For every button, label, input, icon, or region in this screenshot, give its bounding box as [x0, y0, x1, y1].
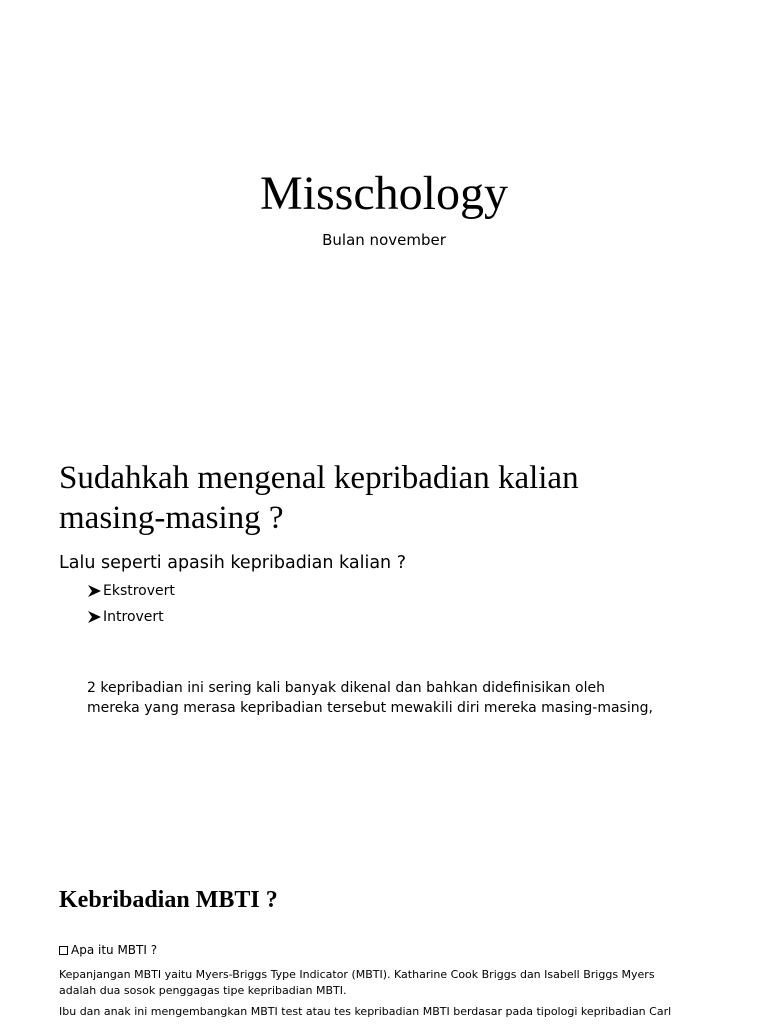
heading-line: masing-masing ?: [59, 500, 284, 536]
paragraph-line: 2 kepribadian ini sering kali banyak dikenal dan bahkan didefinisikan oleh: [87, 680, 605, 696]
list-item-label: Ekstrovert: [103, 583, 175, 599]
list-item: [87, 578, 175, 604]
mbti-question-label: Apa itu MBTI ?: [71, 943, 158, 957]
paragraph-line: adalah dua sosok penggagas tipe kepribadian MBTI.: [59, 984, 347, 997]
mbti-question: [59, 941, 157, 959]
body-paragraph: [87, 678, 737, 718]
arrow-bullet-icon: [87, 584, 102, 598]
mbti-paragraph: [59, 967, 719, 999]
mbti-paragraph: [59, 1004, 719, 1020]
paragraph-line: Kepanjangan MBTI yaitu Myers-Briggs Type Indicator (MBTI). Katharine Cook Briggs dan Isabell Briggs Myers: [59, 968, 655, 981]
section-heading: [59, 458, 739, 538]
arrow-bullet-icon: [87, 610, 102, 624]
personality-list: [87, 578, 175, 630]
checkbox-bullet-icon: [59, 946, 68, 955]
mbti-heading: Kebribadian MBTI ?: [59, 887, 278, 913]
presentation-subtitle: Bulan november: [322, 231, 446, 249]
list-item-label: Introvert: [103, 609, 164, 625]
question-text: Lalu seperti apasih kepribadian kalian ?: [59, 553, 406, 573]
list-item: [87, 604, 175, 630]
heading-line: Sudahkah mengenal kepribadian kalian: [59, 460, 579, 496]
paragraph-line: Ibu dan anak ini mengembangkan MBTI test atau tes kepribadian MBTI berdasar pada tipologi kepribadian Carl: [59, 1005, 672, 1018]
paragraph-line: mereka yang merasa kepribadian tersebut mewakili diri mereka masing-masing,: [87, 700, 653, 716]
presentation-title: Misschology: [259, 167, 508, 220]
